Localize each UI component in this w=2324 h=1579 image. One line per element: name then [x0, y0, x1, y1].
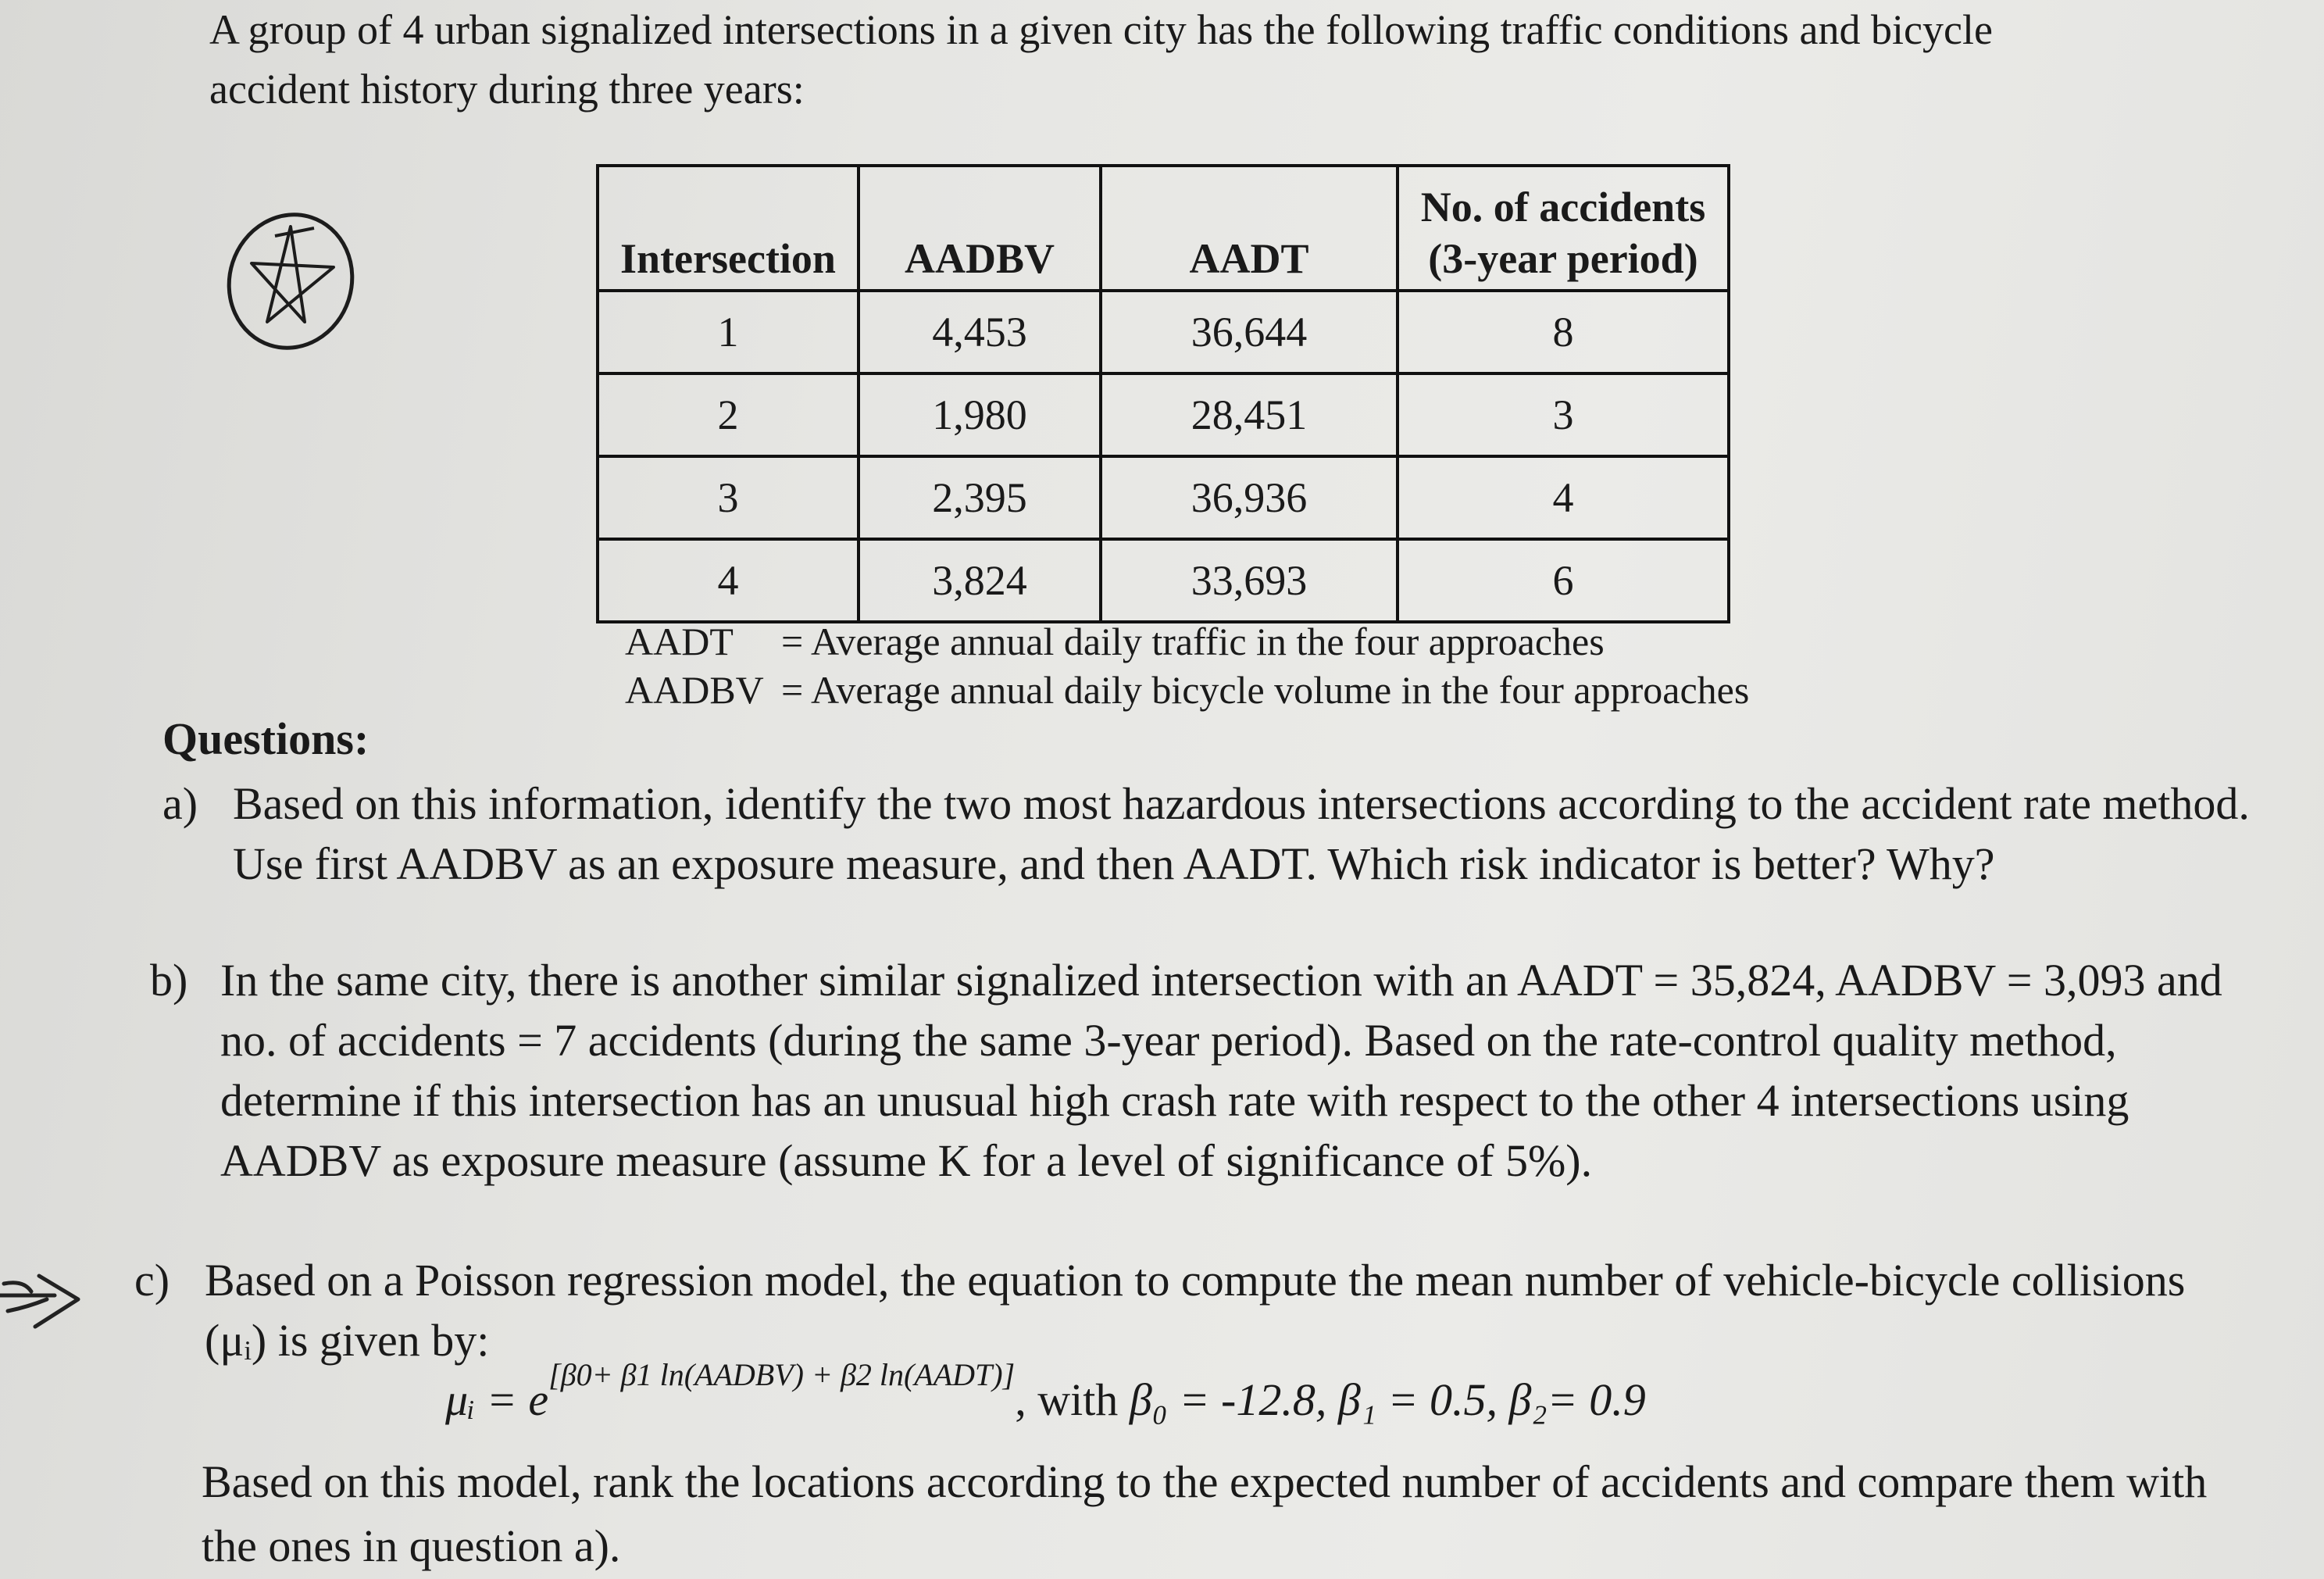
question-b	[150, 950, 2251, 1191]
cell-aadbv: 1,980	[859, 373, 1101, 456]
cell-aadbv: 2,395	[859, 456, 1101, 539]
cell-intersection: 3	[598, 456, 859, 539]
cell-aadbv: 3,824	[859, 539, 1101, 622]
question-c	[134, 1250, 2236, 1370]
cell-accidents: 8	[1398, 291, 1729, 373]
accident-data-table	[596, 164, 1730, 623]
table-legend	[625, 617, 1749, 714]
table-header-row	[598, 166, 1729, 291]
question-text: Based on this information, identify the two most hazardous intersections according to the accident rate method. Use first AADBV as an exposure measure, and then AADT. Which risk indicator is better? Why?	[233, 778, 2250, 889]
legend-abbr: AADBV	[625, 668, 764, 712]
formula-exponent: [β0+ β1 ln(AADBV) + β2 ln(AADT)]	[548, 1357, 1016, 1392]
cell-accidents: 4	[1398, 456, 1729, 539]
legend-item	[625, 666, 1749, 714]
header-aadbv: AADBV	[859, 166, 1101, 291]
cell-intersection: 1	[598, 291, 859, 373]
star-icon	[220, 205, 361, 353]
question-letter: c)	[134, 1255, 170, 1306]
poisson-formula	[445, 1357, 1646, 1426]
legend-item	[625, 617, 1749, 666]
legend-abbr: AADT	[625, 620, 734, 663]
formula-params: β₀ = -12.8, β₁ = 0.5, β₂= 0.9	[1129, 1374, 1646, 1425]
header-intersection: Intersection	[598, 166, 859, 291]
cell-aadt: 36,936	[1101, 456, 1398, 539]
cell-accidents: 3	[1398, 373, 1729, 456]
cell-aadt: 33,693	[1101, 539, 1398, 622]
problem-intro: A group of 4 urban signalized intersections in a given city has the following traffic conditions and bicycle accident history during three years:	[209, 6, 1993, 113]
cell-intersection: 2	[598, 373, 859, 456]
cell-accidents: 6	[1398, 539, 1729, 622]
table-row	[598, 539, 1729, 622]
questions-heading: Questions:	[162, 713, 369, 764]
question-a	[162, 773, 2264, 894]
header-aadt: AADT	[1101, 166, 1398, 291]
table-row	[598, 373, 1729, 456]
cell-intersection: 4	[598, 539, 859, 622]
cell-aadt: 36,644	[1101, 291, 1398, 373]
arrow-icon	[0, 1264, 86, 1334]
formula-lhs: μᵢ = e	[445, 1374, 549, 1425]
header-accidents: No. of accidents (3-year period)	[1398, 166, 1729, 291]
formula-with: , with	[1015, 1374, 1119, 1425]
cell-aadt: 28,451	[1101, 373, 1398, 456]
cell-aadbv: 4,453	[859, 291, 1101, 373]
closing-text: Based on this model, rank the locations according to the expected number of accidents and compare them with the ones in question a).	[202, 1456, 2208, 1571]
legend-definition: = Average annual daily traffic in the four approaches	[781, 620, 1605, 663]
table-row	[598, 456, 1729, 539]
question-letter: b)	[150, 955, 188, 1006]
question-text: In the same city, there is another similar signalized intersection with an AADT = 35,824, AADBV = 3,093 and no. of accidents = 7 accidents (during the same 3-year period). Based on the rate-control quality method, determine if this intersection has an unusual high crash rate with respect to the other 4 intersections using AADBV as exposure measure (assume K for a level of significance of 5%).	[220, 955, 2222, 1186]
legend-definition: = Average annual daily bicycle volume in the four approaches	[781, 668, 1750, 712]
table-row	[598, 291, 1729, 373]
question-text: Based on a Poisson regression model, the equation to compute the mean number of vehicle-bicycle collisions (μᵢ) is given by:	[205, 1255, 2186, 1366]
question-letter: a)	[162, 778, 198, 829]
